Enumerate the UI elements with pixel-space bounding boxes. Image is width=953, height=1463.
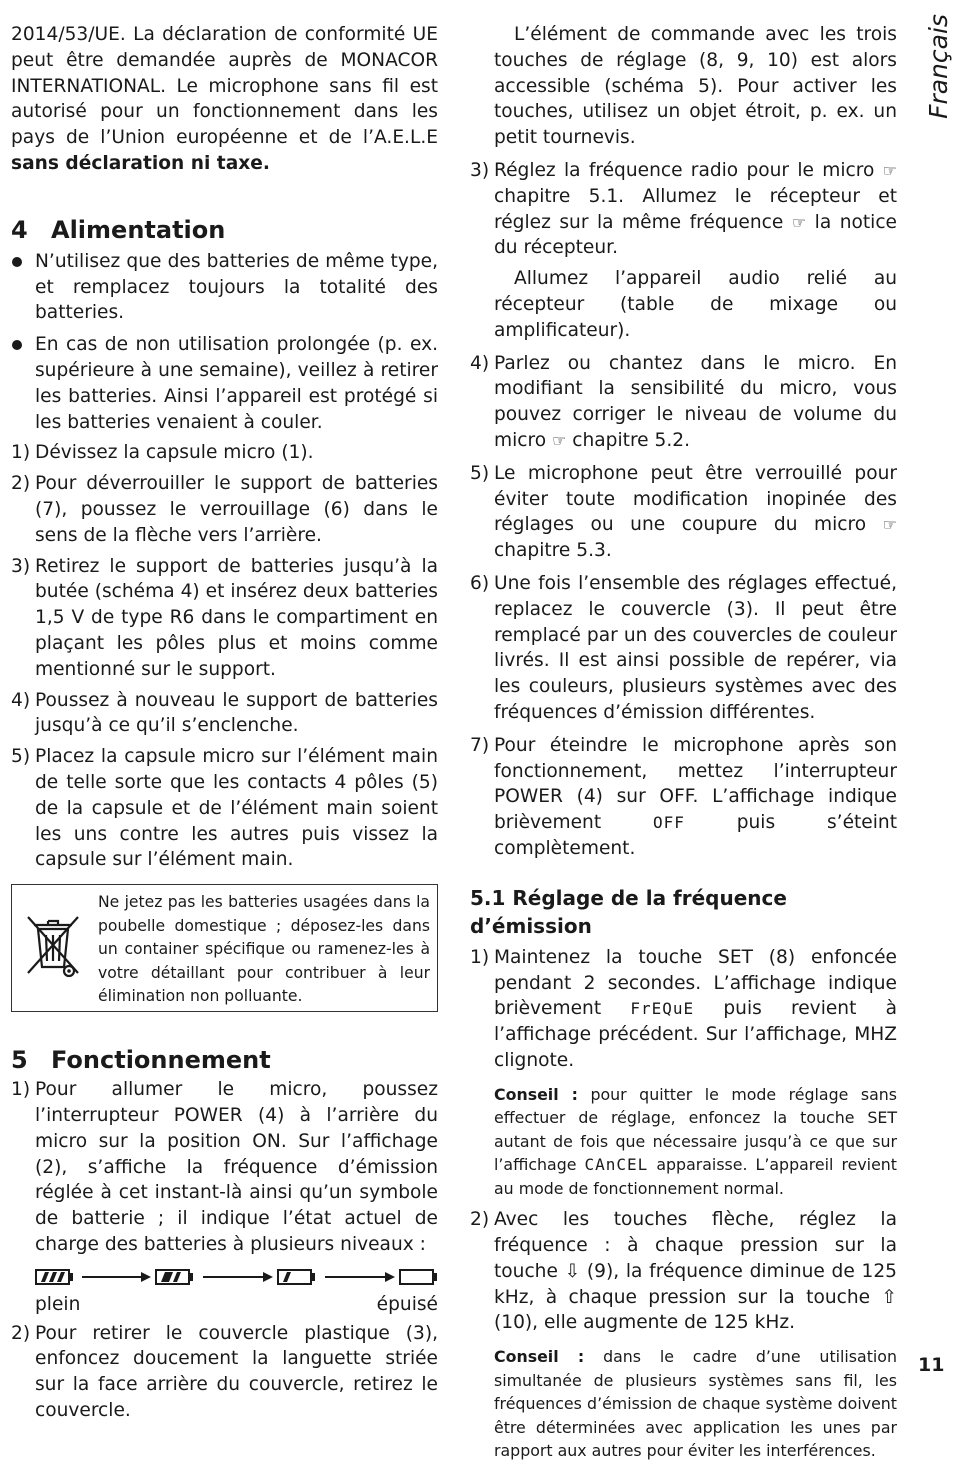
bullet-item: N’utilisez que des batteries de même type, et remplacez toujours la totalité des batteries. (11, 249, 438, 326)
intro-paragraph: 2014/53/UE. La déclaration de conformité UE peut être demandée auprès de MONACOR INTERNATIONAL. Le microphone sans fil est autorisé pour un fonctionnement dans les pays de l’Union européenne et de l’A.E.L.E sans déclaration ni taxe. (11, 24, 438, 174)
step-item: 2) Avec les touches flèche, réglez la fréquence : à chaque pression sur la touche ⇩ (9), la fréquence diminue de 125 kHz, à chaque pression sur la touche ⇧ (10), elle augmente de 125 kHz. (470, 1209, 897, 1334)
continued-paragraph: L’élément de commande avec les trois touches de réglage (8, 9, 10) est alors accessible (schéma 5). Pour activer les touches, utilisez un objet étroit, p. ex. un petit tournevis. (494, 24, 897, 149)
battery-level-labels (11, 1292, 438, 1318)
left-column (11, 22, 438, 1424)
lcd-mhz-text: MHZ (854, 1024, 897, 1046)
tip-paragraph: Conseil : pour quitter le mode réglage sans effectuer de réglage, enfoncez la touche SET autant de fois que nécessaire jusqu’à ce que sur l’affichage CAnCEL apparaisse. L’appareil revient au mode de fonctionnement normal. (494, 1084, 897, 1198)
step-item: 5) Placez la capsule micro sur l’élément main de telle sorte que les contacts 4 pôles (5) de la capsule et de l’élément main soient les uns contre les autres puis vissez la capsule sur l’élément main. (11, 746, 438, 871)
step-item: 2) Pour déverrouiller le support de batteries (7), poussez le verrouillage (6) dans le sens de la flèche vers l’arrière. (11, 473, 438, 546)
step-item: 6) Une fois l’ensemble des réglages effectué, replacez le couvercle (3). Il peut être remplacé par un des couvercles de couleur livrés. Il est ainsi possible de repérer, via les couleurs, plusieurs systèmes avec des fréquences d’émission différentes. (470, 572, 897, 723)
step-item: 1) Pour allumer le micro, poussez l’interrupteur POWER (4) à l’arrière du micro sur la position ON. Sur l’affichage (2), s’affiche la fréquence d’émission réglée à cet instant-là ainsi qu’un symbole de batterie ; il indique l’état actuel de charge des batteries à plusieurs niveaux : (11, 1079, 438, 1255)
tip-paragraph: Conseil : dans le cadre d’une utilisation simultanée de plusieurs systèmes sans fil, les fréquences d’émission de chaque système doivent être déterminées avec application les unes par rapport aux autres pour éviter les interférences. (494, 1347, 897, 1461)
section-5-1-heading: 5.1 Réglage de la fréquence d’émission (470, 885, 787, 938)
arrow-up-icon: ⇧ (881, 1286, 897, 1308)
step-item: 1) Dévissez la capsule micro (1). (11, 442, 314, 464)
crossed-bin-icon (24, 909, 82, 981)
step-item: 5) Le microphone peut être verrouillé pour éviter toute modification inopinée des réglages ou une coupure du micro ☞ chapitre 5.3. (470, 462, 897, 562)
lcd-freque-text: FrEQuE (630, 999, 695, 1019)
step-item: 4) Poussez à nouveau le support de batteries jusqu’à ce qu’il s’enclenche. (11, 689, 438, 737)
lcd-cancel-text: CAnCEL (584, 1155, 649, 1175)
bullet-dot (12, 257, 22, 267)
step-item: 3) Réglez la fréquence radio pour le micro ☞ chapitre 5.1. Allumez le récepteur et réglez sur la même fréquence ☞ la notice du récepteur. (470, 159, 897, 259)
section-5-heading: 5 Fonctionnement (11, 1046, 271, 1075)
section-4-heading: 4 Alimentation (11, 215, 226, 244)
lcd-off-text: OFF (652, 813, 685, 833)
bullet-item: En cas de non utilisation prolongée (p. ex. supérieure à une semaine), veillez à retirer les batteries. Ainsi l’appareil est protégé si les batteries venaient à couler. (11, 332, 438, 435)
arrow-down-icon: ⇩ (564, 1260, 581, 1282)
step-item: 3) Retirez le support de batteries jusqu’à la butée (schéma 4) et insérez deux batteries 1,5 V de type R6 dans le compartiment en plaçant les pôles plus et moins comme mentionné sur le support. (11, 555, 438, 680)
step-item: 4) Parlez ou chantez dans le micro. En modifiant la sensibilité du micro, vous pouvez corriger le niveau de volume du micro ☞ chapitre 5.2. (470, 352, 897, 451)
step-item: 1) Maintenez la touche SET (8) enfoncée pendant 2 secondes. L’affichage indique brièvement FrEQuE puis revient à l’affichage précédent. Sur l’affichage, MHZ clignote. (470, 946, 897, 1071)
step-item: 2) Pour retirer le couvercle plastique (3), enfoncez doucement la languette striée sur la face arrière du couvercle, retirez le couvercle. (11, 1322, 438, 1422)
step-subparagraph: Allumez l’appareil audio relié au récepteur (table de mixage ou amplificateur). (494, 268, 897, 341)
battery-full-label: plein (35, 1293, 81, 1315)
step-item: 7) Pour éteindre le microphone après son fonctionnement, mettez l’interrupteur POWER (4) sur OFF. L’affichage indique brièvement OFF puis s’éteint complètement. (470, 734, 897, 859)
pointing-hand-icon: ☞ (882, 515, 897, 535)
right-column (470, 22, 897, 1463)
battery-levels-graphic (35, 1266, 439, 1288)
pointing-hand-icon: ☞ (882, 160, 897, 180)
language-label: Français (923, 14, 953, 119)
pointing-hand-icon: ☞ (791, 212, 807, 232)
language-tab (912, 14, 953, 119)
battery-disposal-notice (11, 884, 438, 1012)
battery-empty-label: épuisé (376, 1293, 438, 1315)
page-number: 11 (918, 1354, 945, 1376)
bullet-dot (12, 340, 22, 350)
battery-level-diagram (11, 1262, 438, 1292)
pointing-hand-icon: ☞ (552, 430, 567, 450)
disposal-text: Ne jetez pas les batteries usagées dans la poubelle domestique ; déposez-les dans un container spécifique ou ramenez-les à votre détaillant pour contribuer à leur élimination non polluante. (98, 893, 430, 1006)
